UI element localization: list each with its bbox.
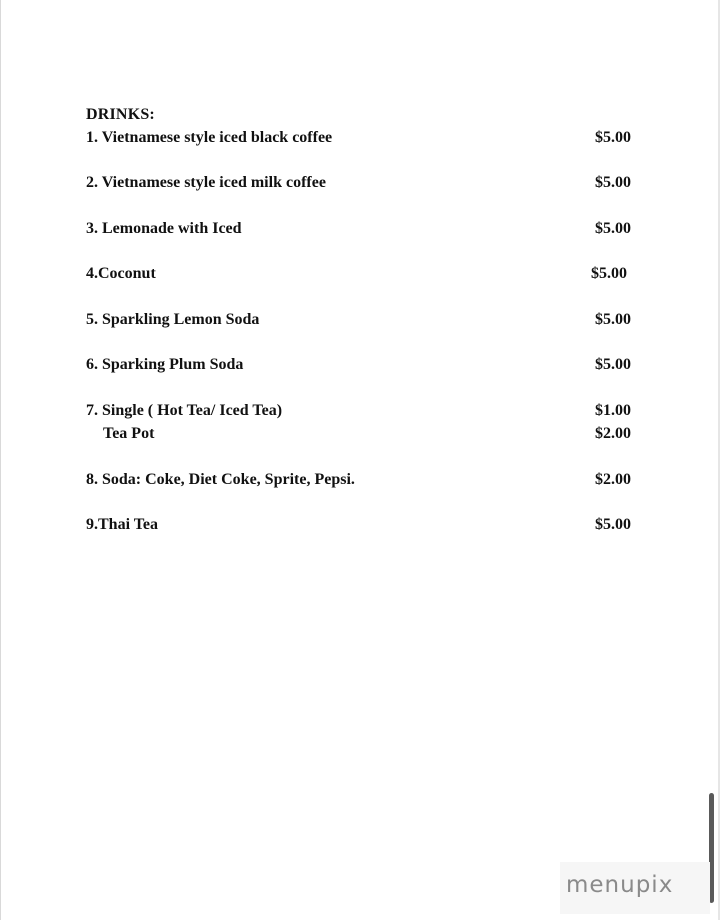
- menu-item: [86, 356, 631, 378]
- item-name: 2. Vietnamese style iced milk coffee: [86, 174, 326, 191]
- item-price: $5.00: [595, 311, 631, 328]
- item-name: Tea Pot: [103, 425, 155, 442]
- menu-item: [86, 129, 631, 151]
- item-name: 9.Thai Tea: [86, 516, 159, 533]
- item-price: $2.00: [595, 425, 631, 442]
- item-price: $5.00: [591, 265, 627, 282]
- menu-item: [86, 220, 631, 242]
- item-price: $1.00: [595, 402, 631, 419]
- menu-item: [86, 174, 631, 196]
- item-name: 4.Coconut: [86, 265, 156, 282]
- item-name: 8. Soda: Coke, Diet Coke, Sprite, Pepsi.: [86, 471, 355, 488]
- menu-item: [86, 402, 631, 424]
- item-price: $5.00: [595, 129, 631, 146]
- item-price: $5.00: [595, 516, 631, 533]
- watermark-text: menupix: [566, 872, 674, 898]
- menu-heading: DRINKS:: [86, 106, 155, 123]
- item-price: $5.00: [595, 356, 631, 373]
- menu-item: [86, 311, 631, 333]
- menu-item: [86, 471, 631, 493]
- menu-item: [86, 265, 627, 287]
- item-name: 3. Lemonade with Iced: [86, 220, 242, 237]
- item-name: 7. Single ( Hot Tea/ Iced Tea): [86, 402, 283, 419]
- menu-sub-item: [86, 425, 631, 447]
- item-name: 5. Sparkling Lemon Soda: [86, 311, 260, 328]
- page-left-border: [0, 0, 1, 920]
- watermark: [560, 862, 710, 914]
- item-price: $2.00: [595, 471, 631, 488]
- item-price: $5.00: [595, 174, 631, 191]
- item-price: $5.00: [595, 220, 631, 237]
- menu-item: [86, 516, 631, 538]
- item-name: 1. Vietnamese style iced black coffee: [86, 129, 333, 146]
- item-name: 6. Sparking Plum Soda: [86, 356, 244, 373]
